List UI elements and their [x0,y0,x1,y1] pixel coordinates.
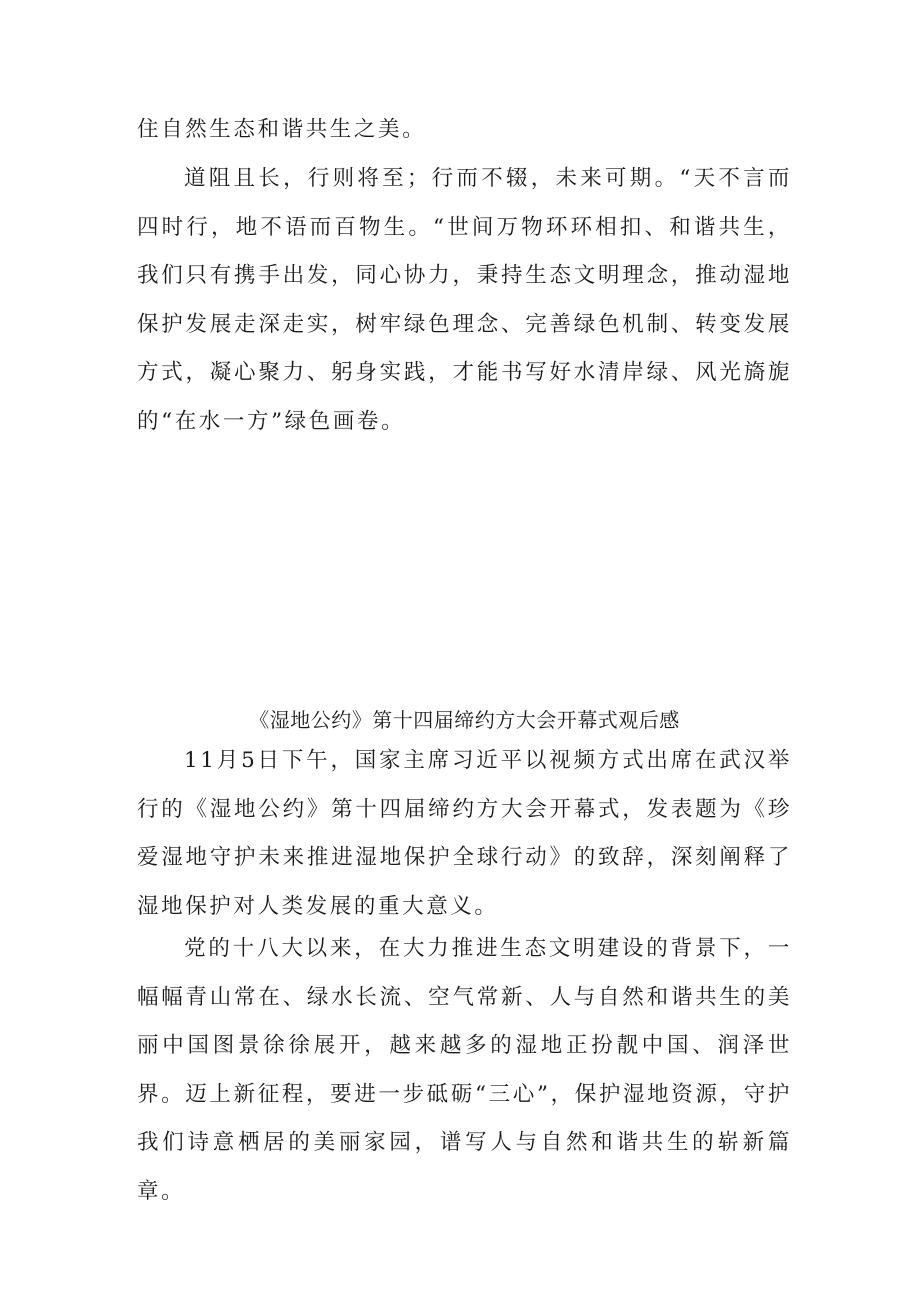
continuation-paragraph: 住自然生态和谐共生之美。 [137,117,427,142]
body-paragraph-3: 党的十八大以来，在大力推进生态文明建设的背景下，一幅幅青山常在、绿水长流、空气常新、人与自然和谐共生的美丽中国图景徐徐展开，越来越多的湿地正扮靓中国、润泽世界。迈上新征程，要进一步砥砺“三心”，保护湿地资源，守护我们诗意栖居的美丽家园，谱写人与自然和谐共生的崭新篇章。 [137,936,792,1204]
article-title: 《湿地公约》第十四届缔约方大会开幕式观后感 [249,708,680,732]
body-paragraph-1: 道阻且长，行则将至；行而不辍，未来可期。“天不言而四时行，地不语而百物生。“世间万物环环相扣、和谐共生，我们只有携手出发，同心协力，秉持生态文明理念，推动湿地保护发展走深走实，树牢绿色理念、完善绿色机制、转变发展方式，凝心聚力、躬身实践，才能书写好水清岸绿、风光旖旎的“在水一方”绿色画卷。 [137,166,792,434]
body-paragraph-2: 11月5日下午，国家主席习近平以视频方式出席在武汉举行的《湿地公约》第十四届缔约方大会开幕式，发表题为《珍爱湿地守护未来推进湿地保护全球行动》的致辞，深刻阐释了湿地保护对人类发展的重大意义。 [137,748,792,919]
